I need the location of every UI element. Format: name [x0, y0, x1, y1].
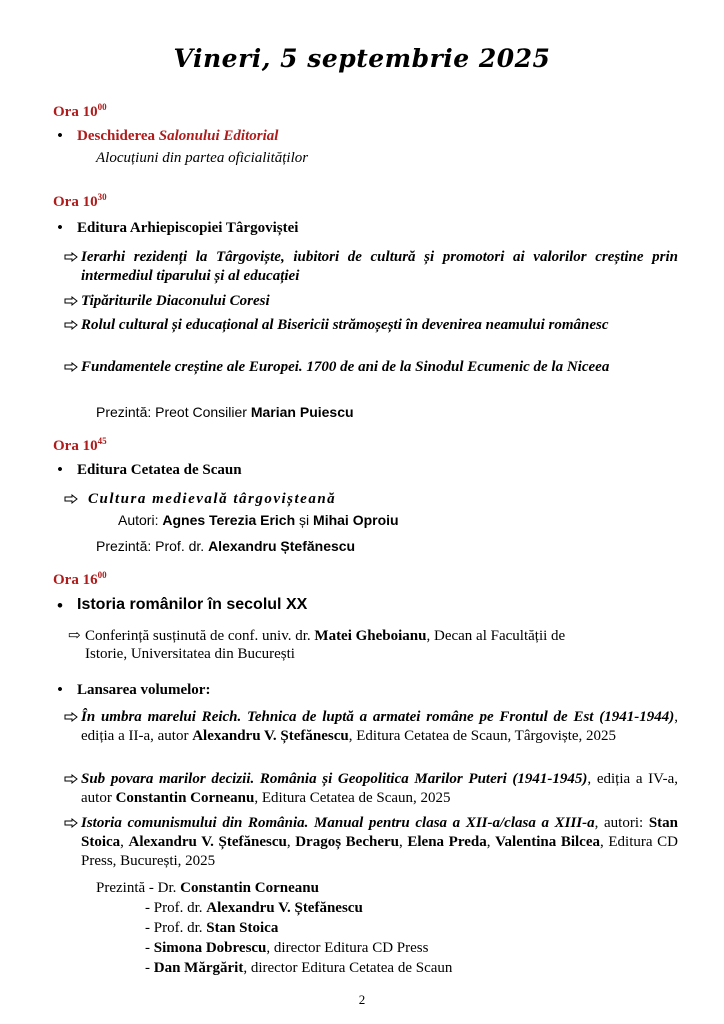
time-heading-1600	[53, 570, 107, 589]
author-name: Agnes Terezia Erich	[162, 512, 296, 528]
pointing-hand-icon	[64, 772, 78, 786]
time-heading-1000	[53, 102, 107, 121]
book-author: Alexandru V. Ștefănescu	[128, 834, 287, 850]
presenter-line: - Dan Mărgărit, director Editura Cetatea de Scaun	[145, 960, 453, 976]
opening-note: Alocuțiuni din partea oficialităților	[96, 150, 309, 166]
topic-item: Rolul cultural și educațional al Bisericii strămoșești în devenirea neamului românesc	[64, 316, 678, 335]
topic-item: Cultura medievală târgovișteană	[64, 490, 678, 509]
bullet-dot-icon: •	[57, 462, 63, 478]
time-minutes: 00	[97, 570, 107, 580]
presenter-line: Prezintă: Prof. dr. Alexandru Ștefănescu	[96, 538, 356, 554]
book-title: Sub povara marilor decizii. România și Geopolitica Marilor Puteri (1941-1945)	[81, 771, 588, 787]
book-author: Alexandru V. Ștefănescu	[192, 728, 349, 744]
conference-line-1: ⇨ Conferință susținută de conf. univ. dr. Matei Gheboianu, Decan al Facultății de	[68, 628, 566, 644]
presenter-line: Prezintă: Preot Consilier Marian Puiescu	[96, 404, 354, 420]
book-item: Istoria comunismului din România. Manual pentru clasa a XII-a/clasa a XIII-a, autori: Stan Stoica, Alexandru V. Ștefănescu, Dragoș Becheru, Elena Preda, Valentina Bilcea, Editura CD Press, București, 2025	[64, 814, 678, 871]
book-author: Elena Preda	[407, 834, 487, 850]
presenter-line: - Simona Dobrescu, director Editura CD Press	[145, 940, 429, 956]
book-author: Valentina Bilcea	[495, 834, 600, 850]
presenter-name: Stan Stoica	[206, 920, 279, 936]
presenter-name: Marian Puiescu	[250, 404, 354, 420]
pointing-hand-icon	[64, 816, 78, 830]
time-minutes: 30	[97, 192, 107, 202]
book-title: Istoria comunismului din România. Manual pentru clasa a XII-a/clasa a XIII-a	[81, 815, 595, 831]
book-author: Dragoș Becheru	[295, 834, 399, 850]
page-number: 2	[358, 992, 366, 1007]
presenter-name: Constantin Corneanu	[180, 880, 319, 896]
presenter-name: Dan Mărgărit	[153, 960, 244, 976]
launch-heading: Lansarea volumelor:	[77, 682, 211, 698]
conference-line-2: Istorie, Universitatea din București	[85, 646, 295, 662]
topic-item: Ierarhi rezidenți la Târgoviște, iubitori de cultură și promotori ai valorilor creștine prin intermediul tiparului și al educației	[64, 248, 678, 286]
presenter-name: Simona Dobrescu	[153, 940, 267, 956]
time-label: Ora 10	[53, 194, 98, 210]
pointing-hand-icon	[64, 294, 78, 308]
book-title: În umbra marelui Reich. Tehnica de luptă a armatei române pe Frontul de Est (1941-1944)	[81, 709, 675, 725]
presenter-line: Prezintă - Dr. Constantin Corneanu	[96, 880, 319, 896]
time-minutes: 45	[97, 436, 107, 446]
presenter-name: Alexandru V. Ștefănescu	[206, 900, 363, 916]
book-author: Constantin Corneanu	[115, 790, 255, 806]
bullet-dot-icon: •	[57, 682, 63, 698]
time-label: Ora 10	[53, 104, 98, 120]
pointing-hand-icon	[64, 710, 78, 724]
bullet-dot-icon: •	[57, 128, 63, 144]
opening-title: Deschiderea Salonului Editorial	[77, 128, 279, 144]
pointing-hand-icon	[64, 318, 78, 332]
time-minutes: 00	[97, 102, 107, 112]
bullet-dot-icon: •	[57, 220, 63, 236]
time-label: Ora 16	[53, 572, 98, 588]
pointing-hand-icon	[64, 250, 78, 264]
topic-item: Fundamentele creștine ale Europei. 1700 de ani de la Sinodul Ecumenic de la Niceea	[64, 358, 678, 377]
book-item: În umbra marelui Reich. Tehnica de luptă a armatei române pe Frontul de Est (1941-1944), ediția a II-a, autor Alexandru V. Ștefănescu, Editura Cetatea de Scaun, Târgoviște, 2025	[64, 708, 678, 746]
presenter-line: - Prof. dr. Alexandru V. Ștefănescu	[145, 900, 363, 916]
page-title: Vineri, 5 septembrie 2025	[173, 44, 551, 73]
time-heading-1045	[53, 436, 107, 455]
topic-item: Tipăriturile Diaconului Coresi	[64, 292, 678, 311]
authors-line: Autori: Agnes Terezia Erich și Mihai Oproiu	[118, 512, 399, 528]
pointing-hand-icon	[64, 492, 78, 506]
author-name: Mihai Oproiu	[313, 512, 399, 528]
presenter-line: - Prof. dr. Stan Stoica	[145, 920, 279, 936]
time-heading-1030	[53, 192, 107, 211]
presenter-name: Alexandru Ștefănescu	[208, 538, 356, 554]
pointing-hand-icon: ⇨	[68, 628, 81, 644]
publisher-name: Editura Cetatea de Scaun	[77, 462, 242, 478]
time-label: Ora 10	[53, 438, 98, 454]
pointing-hand-icon	[64, 360, 78, 374]
bullet-dot-icon: •	[57, 596, 63, 615]
speaker-name: Matei Gheboianu	[314, 628, 427, 644]
book-author: Stan Stoica	[81, 815, 678, 850]
book-item: Sub povara marilor decizii. România și Geopolitica Marilor Puteri (1941-1945), ediția a IV-a, autor Constantin Corneanu, Editura Cetatea de Scaun, 2025	[64, 770, 678, 808]
publisher-name: Editura Arhiepiscopiei Târgoviștei	[77, 220, 299, 236]
conference-heading: Istoria românilor în secolul XX	[77, 596, 308, 613]
